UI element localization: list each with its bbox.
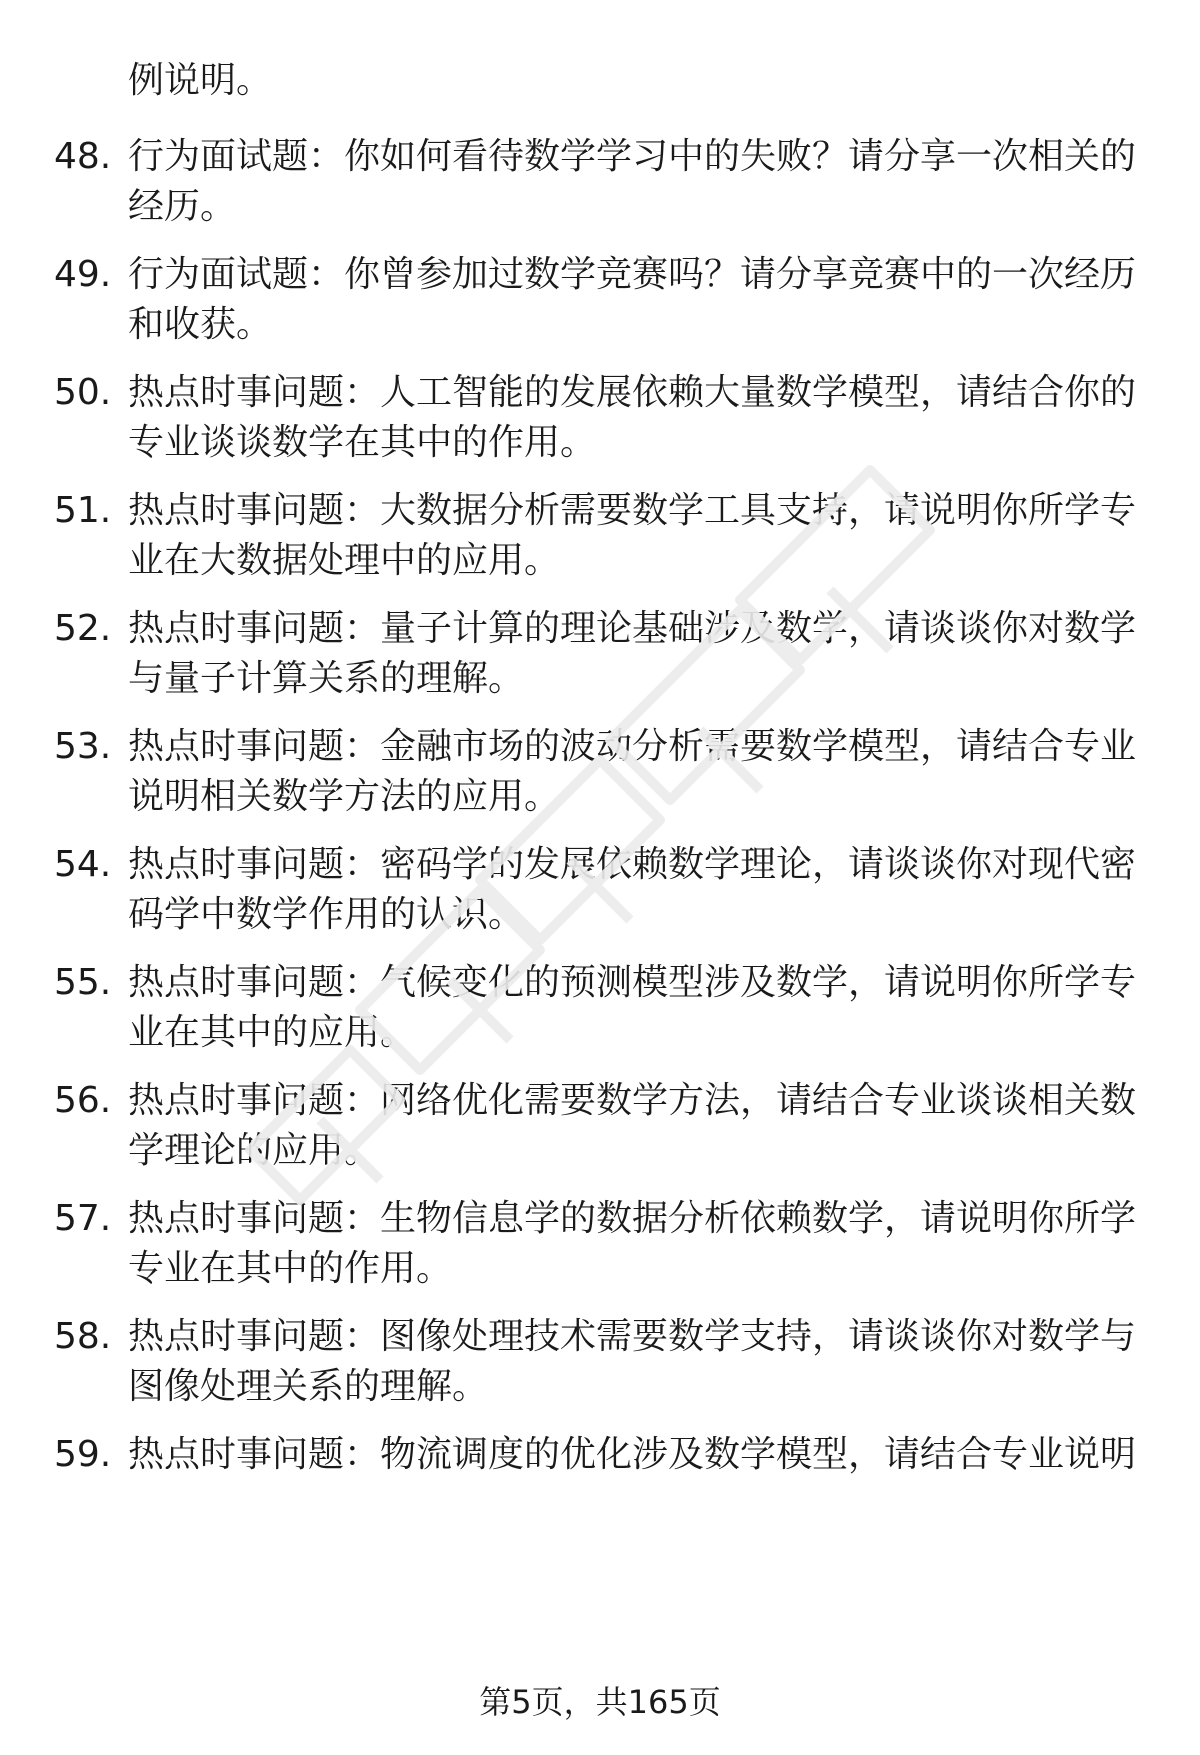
question-text-line-2: 专业谈谈数学在其中的作用。 [128, 422, 597, 463]
question-number: 54. [54, 844, 112, 885]
question-text-line-2: 学理论的应用。 [128, 1130, 381, 1171]
continuation-text: 例说明。 [128, 60, 273, 101]
question-text-line-1: 热点时事问题：网络优化需要数学方法，请结合专业谈谈相关数 [128, 1080, 1137, 1121]
question-item-56 [0, 1076, 1200, 1186]
question-text-line-1: 热点时事问题：金融市场的波动分析需要数学模型，请结合专业 [128, 726, 1137, 767]
question-item-57 [0, 1194, 1200, 1304]
question-number: 49. [54, 254, 112, 295]
question-number: 59. [54, 1434, 112, 1475]
question-item-54 [0, 840, 1200, 950]
question-item-50 [0, 368, 1200, 478]
question-item-52 [0, 604, 1200, 714]
question-item-53 [0, 722, 1200, 832]
question-text-line-2: 业在大数据处理中的应用。 [128, 540, 561, 581]
question-item-59 [0, 1430, 1200, 1490]
question-text-line-2: 码学中数学作用的认识。 [128, 894, 525, 935]
question-text-line-1: 热点时事问题：气候变化的预测模型涉及数学，请说明你所学专 [128, 962, 1137, 1003]
question-item-58 [0, 1312, 1200, 1422]
question-text-line-2: 说明相关数学方法的应用。 [128, 776, 561, 817]
question-text-line-1: 热点时事问题：密码学的发展依赖数学理论，请谈谈你对现代密 [128, 844, 1137, 885]
question-number: 52. [54, 608, 112, 649]
question-item-48 [0, 132, 1200, 242]
question-number: 57. [54, 1198, 112, 1239]
question-text-line-1: 热点时事问题：人工智能的发展依赖大量数学模型，请结合你的 [128, 372, 1137, 413]
question-text-line-1: 热点时事问题：生物信息学的数据分析依赖数学，请说明你所学 [128, 1198, 1137, 1239]
question-text-line-2: 业在其中的应用。 [128, 1012, 417, 1053]
question-text-line-2: 和收获。 [128, 304, 273, 345]
question-text-line-2: 图像处理关系的理解。 [128, 1366, 489, 1407]
question-item-55 [0, 958, 1200, 1068]
question-item-49 [0, 250, 1200, 360]
question-text-line-1: 热点时事问题：量子计算的理论基础涉及数学，请谈谈你对数学 [128, 608, 1137, 649]
question-text-line-1: 热点时事问题：大数据分析需要数学工具支持，请说明你所学专 [128, 490, 1137, 531]
question-text-line-1: 行为面试题：你如何看待数学学习中的失败？请分享一次相关的 [128, 136, 1137, 177]
question-number: 50. [54, 372, 112, 413]
question-text-line-1: 行为面试题：你曾参加过数学竞赛吗？请分享竞赛中的一次经历 [128, 254, 1137, 295]
question-number: 51. [54, 490, 112, 531]
page-footer: 第5页，共165页 [479, 1683, 721, 1721]
question-text-line-2: 专业在其中的作用。 [128, 1248, 453, 1289]
question-text-line-1: 热点时事问题：物流调度的优化涉及数学模型，请结合专业说明 [128, 1434, 1137, 1475]
question-text-line-2: 与量子计算关系的理解。 [128, 658, 525, 699]
question-text-line-2: 经历。 [128, 186, 237, 227]
question-text-line-1: 热点时事问题：图像处理技术需要数学支持，请谈谈你对数学与 [128, 1316, 1137, 1357]
question-number: 58. [54, 1316, 112, 1357]
question-number: 53. [54, 726, 112, 767]
question-number: 48. [54, 136, 112, 177]
question-number: 56. [54, 1080, 112, 1121]
question-number: 55. [54, 962, 112, 1003]
question-item-51 [0, 486, 1200, 596]
